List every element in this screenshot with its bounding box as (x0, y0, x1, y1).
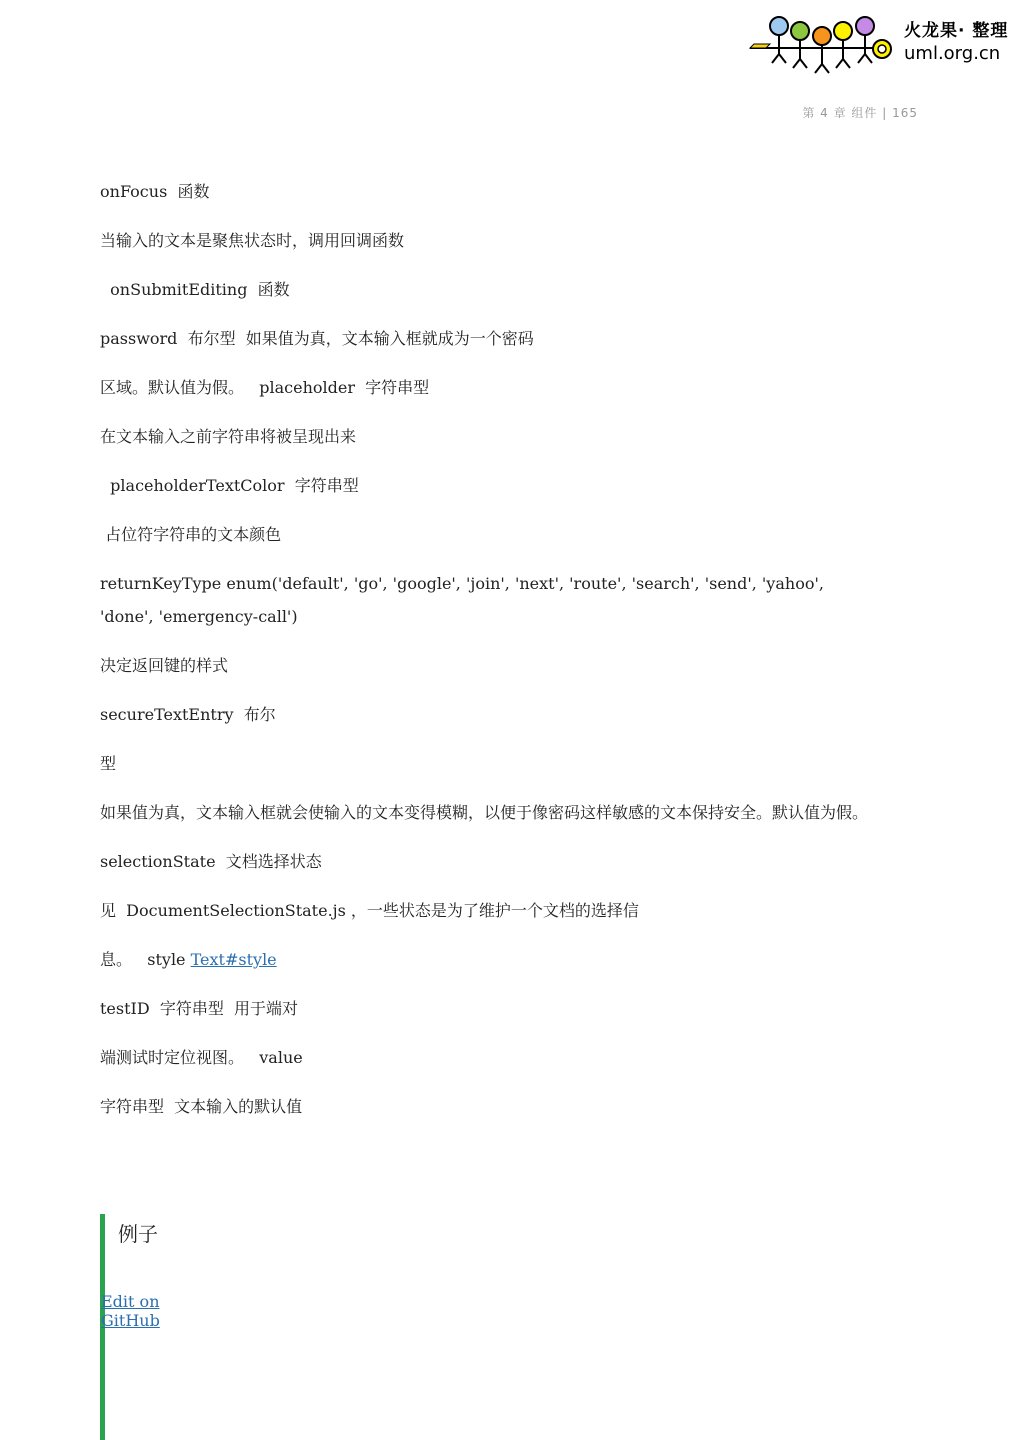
logo-cn-text: 火龙果· 整理 (904, 21, 1009, 41)
logo-url-text: uml.org.cn (904, 43, 1001, 64)
text-line: testID 字符串型 用于端对 (100, 999, 299, 1018)
text-line: 端测试时定位视图。 value (100, 1048, 303, 1067)
style-line-prefix: 息。 style (100, 950, 191, 969)
text-line: onFocus 函数 (100, 182, 210, 201)
text-line: 占位符字符串的文本颜色 (100, 525, 282, 544)
text-line: 'done', 'emergency-call') (100, 607, 298, 626)
text-line: 当输入的文本是聚焦状态时，调用回调函数 (100, 231, 405, 250)
stick-figures-logo-icon (748, 12, 898, 76)
page-number-header: 第 4 章 组件 | 165 (802, 106, 918, 120)
logo-text (904, 20, 1008, 66)
edit-on-github-link[interactable]: Edit on GitHub (101, 1292, 160, 1330)
text-line: placeholderTextColor 字符串型 (100, 476, 359, 495)
text-line: selectionState 文档选择状态 (100, 852, 322, 871)
text-line: password 布尔型 如果值为真，文本输入框就成为一个密码 (100, 329, 534, 348)
text-line: 决定返回键的样式 (100, 656, 229, 675)
text-line: 字符串型 文本输入的默认值 (100, 1097, 303, 1116)
text-line: 在文本输入之前字符串将被呈现出来 (100, 427, 357, 446)
example-section (100, 1214, 905, 1440)
document-body (100, 180, 900, 1144)
text-line: 区域。默认值为假。 placeholder 字符串型 (100, 378, 430, 397)
text-style-link[interactable]: Text#style (190, 950, 277, 969)
example-heading: 例子 (118, 1222, 158, 1246)
text-line: 型 (100, 754, 117, 773)
text-line: returnKeyType enum('default', 'go', 'google', 'join', 'next', 'route', 'search', 'send', 'yahoo', (100, 574, 824, 593)
text-line: 如果值为真，文本输入框就会使输入的文本变得模糊，以便于像密码这样敏感的文本保持安全。默认值为假。 (100, 803, 869, 822)
text-line: onSubmitEditing 函数 (100, 280, 290, 299)
text-line: 见 DocumentSelectionState.js ，一些状态是为了维护一个文档的选择信 (100, 901, 639, 920)
text-line: secureTextEntry 布尔 (100, 705, 276, 724)
style-line (100, 948, 900, 972)
